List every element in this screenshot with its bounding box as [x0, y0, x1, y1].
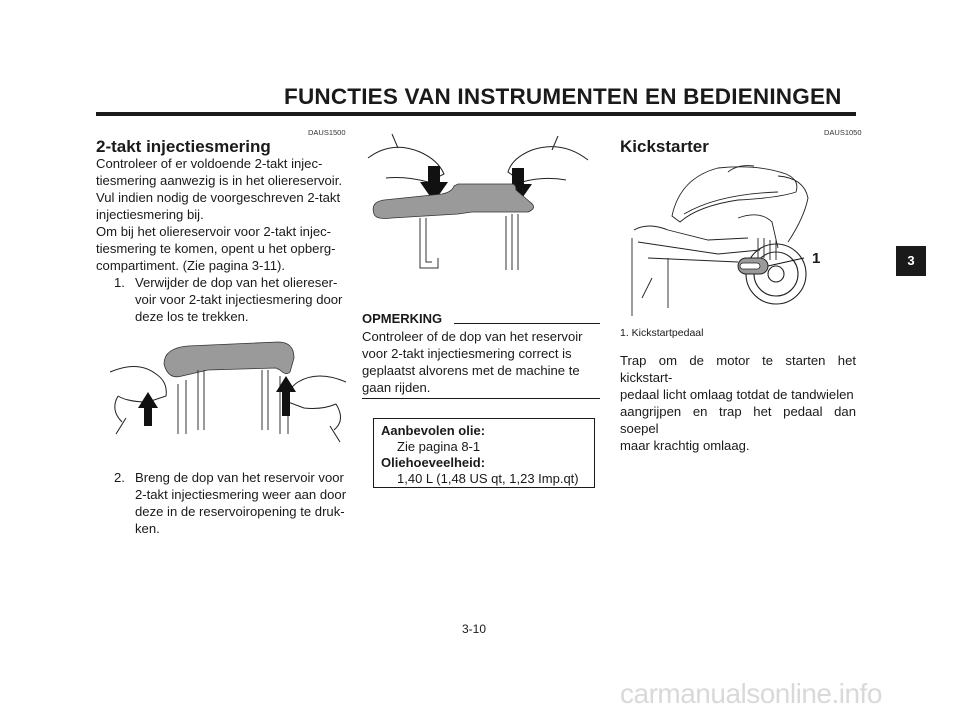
text-line: injectiesmering bij.	[96, 207, 204, 222]
kickstarter-illustration	[628, 158, 824, 318]
text-line: voir voor 2-takt injectiesmering door	[135, 292, 343, 307]
text-line: Om bij het oliereservoir voor 2-takt injec-	[96, 224, 332, 239]
text-line: gaan rijden.	[362, 380, 431, 395]
text-line: Vul indien nodig de voorgeschreven 2-takt	[96, 190, 341, 205]
step-1	[114, 274, 348, 325]
note-title: OPMERKING	[362, 311, 443, 326]
paragraph-intro	[96, 155, 348, 274]
note-text	[362, 328, 600, 396]
text-line: tiesmering te komen, opent u het opberg-	[96, 241, 336, 256]
chapter-tab: 3	[896, 246, 926, 276]
section-code: DAUS1500	[308, 128, 346, 137]
section-heading: 2-takt injectiesmering	[96, 137, 271, 156]
section-code: DAUS1050	[824, 128, 862, 137]
note-rule-bottom	[362, 398, 600, 399]
text-line: Trap om de motor te starten het kickstart-	[620, 353, 856, 385]
callout-number: 1	[812, 250, 821, 267]
spec-label: Aanbevolen olie:	[381, 423, 486, 438]
spec-value: 1,40 L (1,48 US qt, 1,23 Imp.qt)	[397, 471, 579, 486]
oil-spec-content	[381, 423, 591, 487]
figure-caption: 1. Kickstartpedaal	[620, 327, 704, 339]
page-number: 3-10	[462, 622, 487, 636]
text-line: 2-takt injectiesmering weer aan door	[135, 487, 347, 502]
step-number: 2.	[114, 470, 125, 485]
text-line: ken.	[135, 521, 160, 536]
text-line: Controleer of er voldoende 2-takt injec-	[96, 156, 323, 171]
kickstart-paragraph	[620, 352, 856, 454]
spec-label: Oliehoeveelheid:	[381, 455, 486, 470]
section-heading: Kickstarter	[620, 137, 709, 156]
text-line: aangrijpen en trap het pedaal dan soepel	[620, 404, 856, 436]
watermark: carmanualsonline.info	[620, 678, 882, 709]
text-line: deze in de reservoiropening te druk-	[135, 504, 345, 519]
note-rule-top	[454, 323, 600, 324]
page-header-title: FUNCTIES VAN INSTRUMENTEN EN BEDIENINGEN	[284, 84, 842, 109]
step-2	[114, 469, 348, 537]
text-line: deze los te trekken.	[135, 309, 249, 324]
text-line: voor 2-takt injectiesmering correct is	[362, 346, 572, 361]
text-line: Controleer of de dop van het reservoir	[362, 329, 583, 344]
header-rule	[96, 112, 856, 116]
cap-removal-illustration	[108, 330, 348, 450]
text-line: pedaal licht omlaag totdat de tandwielen	[620, 387, 854, 402]
text-line: maar krachtig omlaag.	[620, 438, 750, 453]
text-line: Breng de dop van het reservoir voor	[135, 470, 344, 485]
oil-spec-box	[373, 418, 595, 488]
text-line: compartiment. (Zie pagina 3-11).	[96, 258, 285, 273]
step-number: 1.	[114, 275, 125, 290]
spec-value: Zie pagina 8-1	[397, 439, 481, 454]
cap-install-illustration	[362, 130, 592, 290]
text-line: geplaatst alvorens met de machine te	[362, 363, 580, 378]
text-line: tiesmering aanwezig is in het oliereservoir.	[96, 173, 342, 188]
text-line: Verwijder de dop van het oliereser-	[135, 275, 338, 290]
